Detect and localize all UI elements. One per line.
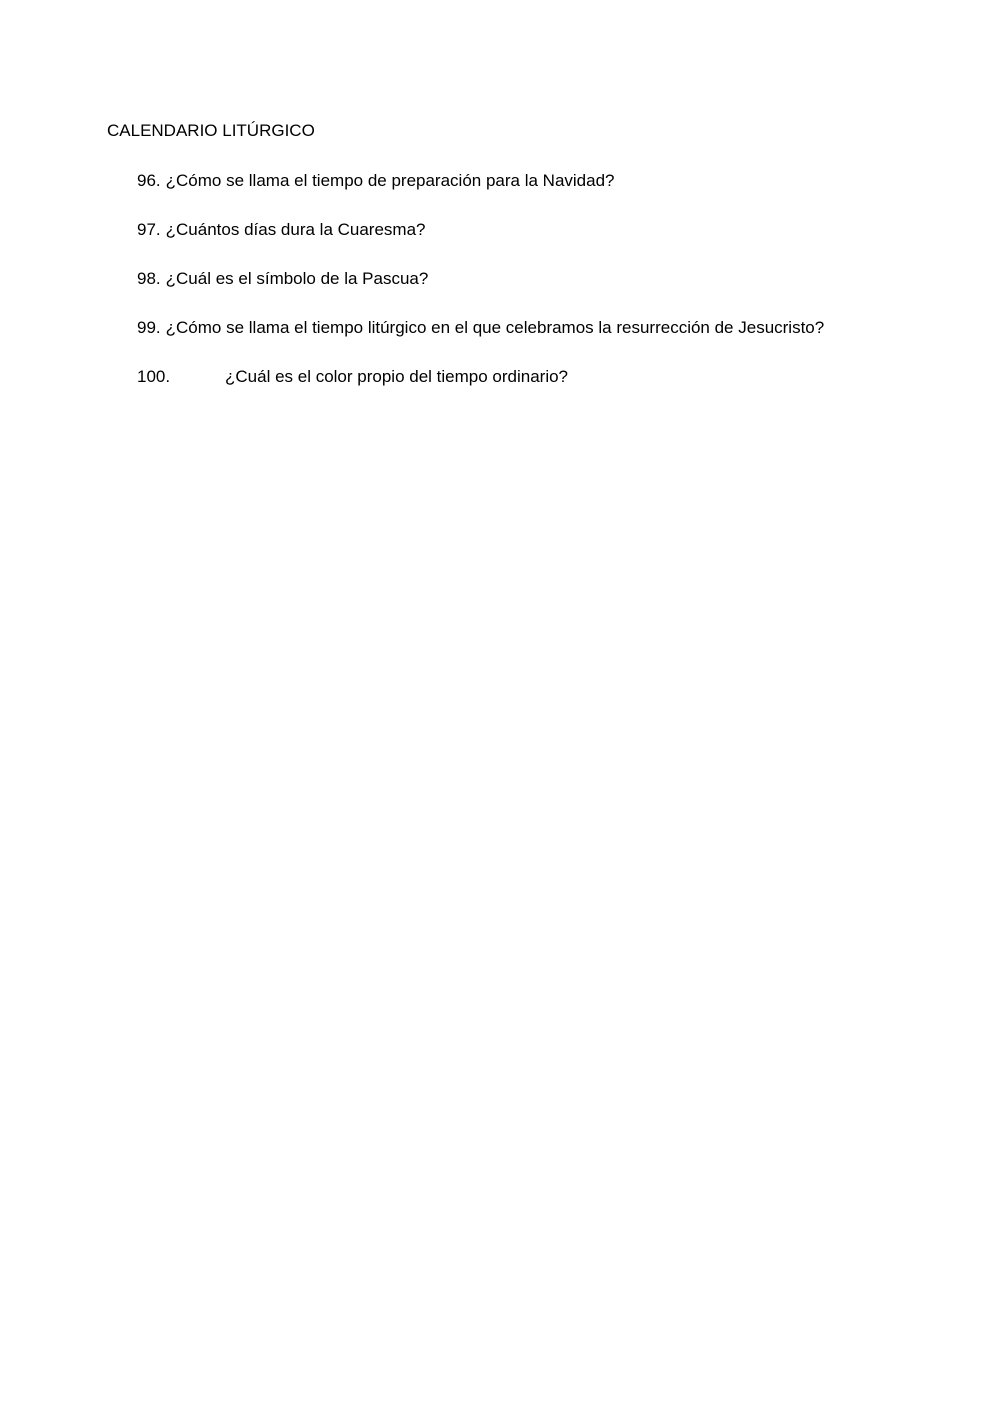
question-number: 97.	[137, 220, 161, 239]
question-number: 98.	[137, 269, 161, 288]
question-text: ¿Cómo se llama el tiempo litúrgico en el que celebramos la resurrección de Jesucristo?	[165, 318, 825, 337]
question-item	[137, 267, 824, 291]
question-item	[137, 316, 824, 340]
question-list	[137, 169, 824, 414]
question-number: 100.	[137, 367, 171, 386]
question-text: ¿Cuántos días dura la Cuaresma?	[165, 220, 426, 239]
question-text: ¿Cuál es el símbolo de la Pascua?	[165, 269, 429, 288]
question-text: ¿Cuál es el color propio del tiempo ordinario?	[225, 367, 569, 386]
question-item	[137, 218, 824, 242]
question-item	[137, 365, 824, 389]
question-number: 99.	[137, 318, 161, 337]
question-item	[137, 169, 824, 193]
question-text: ¿Cómo se llama el tiempo de preparación para la Navidad?	[165, 171, 615, 190]
question-number: 96.	[137, 171, 161, 190]
document-heading: CALENDARIO LITÚRGICO	[107, 121, 315, 140]
